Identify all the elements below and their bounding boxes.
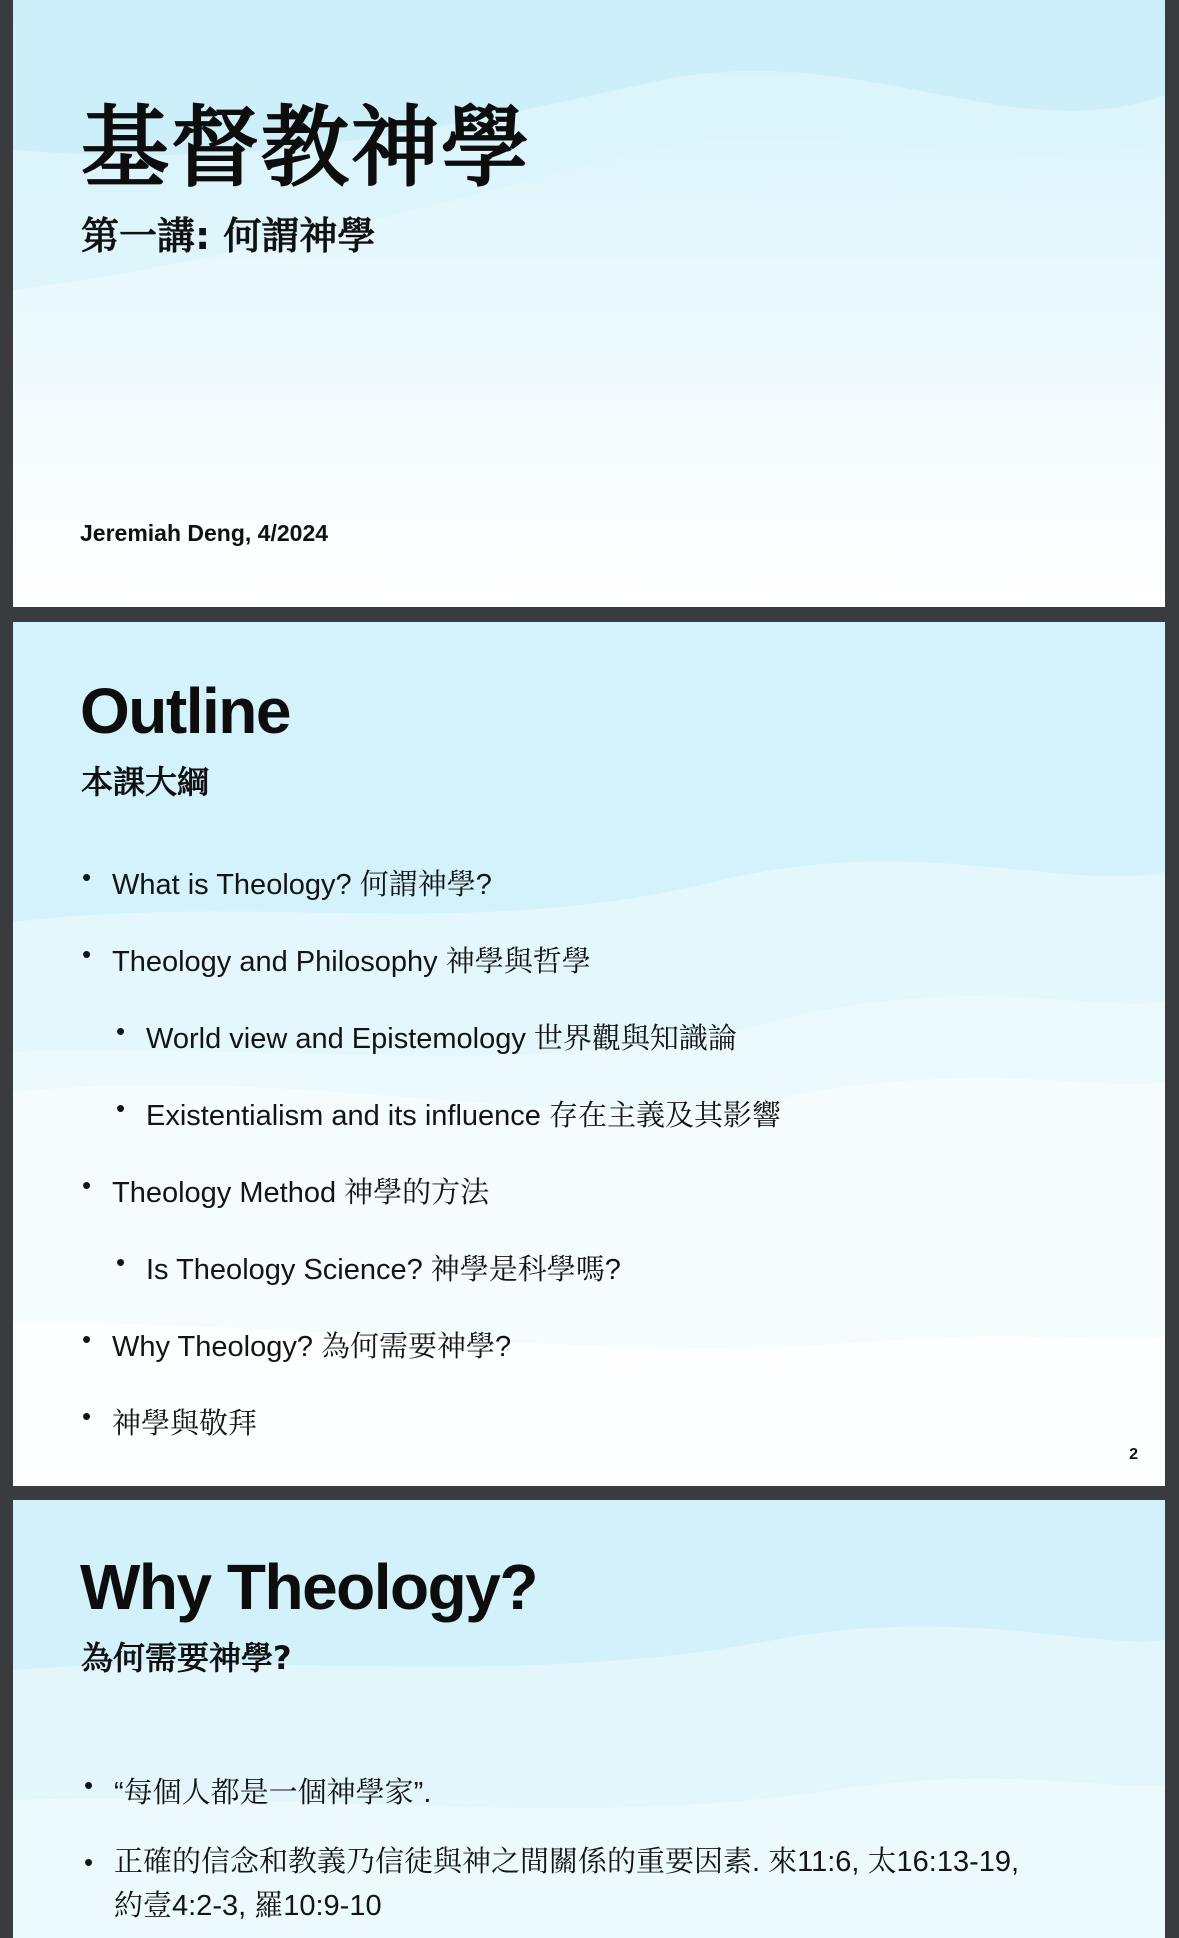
list-item: • Theology and Philosophy 神學與哲學 <box>82 939 591 978</box>
slide-2-outline <box>13 622 1165 1486</box>
author-date: Jeremiah Deng, 4/2024 <box>80 520 329 546</box>
list-item-nested: • Existentialism and its influence 存在主義及其影響 <box>116 1093 781 1132</box>
slide-3-why-theology <box>13 1500 1165 1938</box>
list-item: • Theology Method 神學的方法 <box>82 1170 490 1209</box>
bullet-dot-icon: • <box>82 1401 92 1431</box>
list-item-nested: • Is Theology Science? 神學是科學嗎? <box>116 1247 621 1286</box>
viewer-left-margin <box>0 0 13 1938</box>
slide-title: 基督教神學 <box>81 96 532 199</box>
slide-title: Why Theology? <box>80 1551 537 1623</box>
slide-subtitle: 本課大綱 <box>81 763 210 801</box>
bullet-dot-icon: • <box>84 1770 94 1800</box>
slide-subtitle: 為何需要神學? <box>81 1639 292 1677</box>
bullet-dot-icon: • <box>116 1247 126 1277</box>
list-item: • What is Theology? 何謂神學? <box>82 862 492 901</box>
list-item: • 神學與敬拜 <box>82 1401 258 1440</box>
slide-title: Outline <box>80 675 290 747</box>
list-item: • Why Theology? 為何需要神學? <box>82 1324 512 1363</box>
page-number: 2 <box>1129 1446 1138 1463</box>
list-item-nested: • World view and Epistemology 世界觀與知識論 <box>116 1016 737 1055</box>
viewer-right-margin <box>1166 0 1179 1938</box>
bullet-dot-icon: • <box>82 1324 92 1354</box>
bullet-dot-icon: • <box>84 1847 94 1877</box>
bullet-dot-icon: • <box>82 1170 92 1200</box>
slide-subtitle: 第一講: 何謂神學 <box>81 214 376 258</box>
list-item: • 正確的信念和教義乃信徒與神之間關係的重要因素. 來11:6, 太16:13-19, 約壹4:2-3, 羅10:9-10 <box>114 1840 1044 1928</box>
slide-1-title <box>13 0 1165 607</box>
bullet-dot-icon: • <box>116 1016 126 1046</box>
list-item: • “每個人都是一個神學家”. <box>84 1770 432 1809</box>
bullet-dot-icon: • <box>116 1093 126 1123</box>
bullet-dot-icon: • <box>82 939 92 969</box>
bullet-dot-icon: • <box>82 862 92 892</box>
